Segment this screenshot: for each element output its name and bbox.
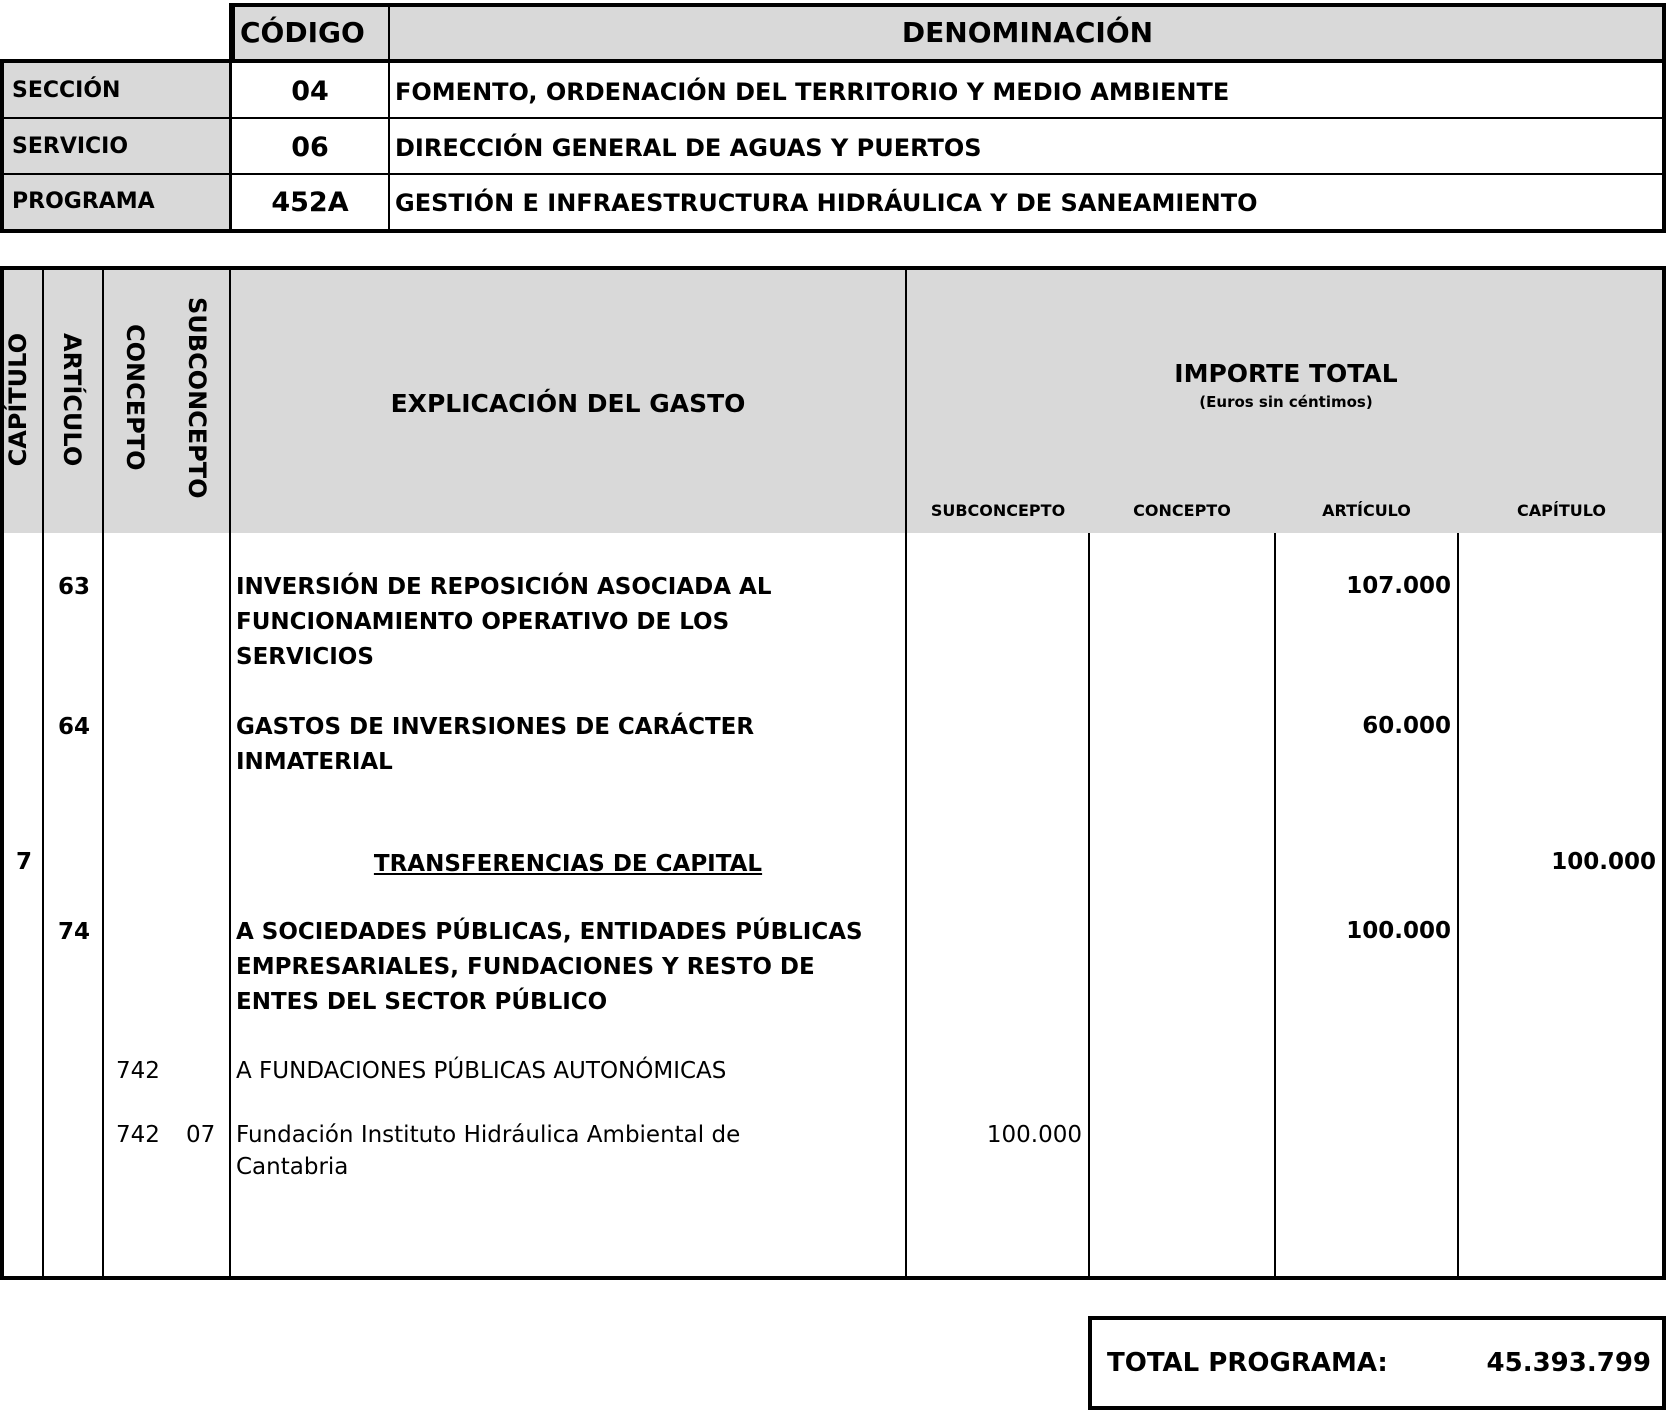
row-text: A SOCIEDADES PÚBLICAS, ENTIDADES PÚBLICAS EMPRESARIALES, FUNDACIONES Y RESTO DE ENTES DEL SECTOR PÚBLICO — [236, 919, 863, 1015]
articulo-code: 64 — [58, 714, 91, 740]
articulo-code: 74 — [58, 919, 91, 945]
subheader-subconcepto: SUBCONCEPTO — [930, 501, 1066, 520]
row-name: FOMENTO, ORDENACIÓN DEL TERRITORIO Y MEDIO AMBIENTE — [395, 78, 1230, 106]
subheader-concepto: CONCEPTO — [1133, 501, 1231, 520]
row-text: GASTOS DE INVERSIONES DE CARÁCTER INMATERIAL — [236, 714, 755, 775]
importe-subconcepto: 100.000 — [986, 1122, 1082, 1148]
row-name: DIRECCIÓN GENERAL DE AGUAS Y PUERTOS — [395, 134, 982, 162]
row-code: 06 — [291, 132, 329, 163]
capitulo-code: 7 — [16, 849, 33, 875]
col-denominacion: DENOMINACIÓN — [901, 16, 1154, 49]
importe-articulo: 60.000 — [1362, 713, 1451, 739]
subheader-articulo: ARTÍCULO — [1322, 501, 1411, 520]
total-label: TOTAL PROGRAMA: — [1107, 1348, 1388, 1378]
row-label: PROGRAMA — [12, 189, 155, 214]
concepto-code: 742 — [116, 1122, 160, 1148]
header-concepto: CONCEPTO — [121, 324, 149, 471]
header-importe: IMPORTE TOTAL — [1174, 359, 1398, 388]
importe-articulo: 100.000 — [1346, 918, 1451, 944]
row-name: GESTIÓN E INFRAESTRUCTURA HIDRÁULICA Y DE SANEAMIENTO — [395, 189, 1258, 217]
row-text: INVERSIÓN DE REPOSICIÓN ASOCIADA AL FUNCIONAMIENTO OPERATIVO DE LOS SERVICIOS — [236, 574, 772, 670]
importe-articulo: 107.000 — [1346, 573, 1451, 599]
header-explicacion: EXPLICACIÓN DEL GASTO — [390, 389, 746, 418]
concepto-code: 742 — [116, 1058, 160, 1084]
col-codigo: CÓDIGO — [240, 16, 365, 49]
header-subconcepto: SUBCONCEPTO — [183, 297, 211, 499]
row-code: 04 — [291, 76, 329, 107]
row-label: SECCIÓN — [12, 78, 121, 103]
importe-capitulo: 100.000 — [1551, 849, 1656, 875]
header-importe-sub: (Euros sin céntimos) — [1199, 393, 1373, 411]
header-articulo: ARTÍCULO — [58, 333, 86, 467]
subconcepto-code: 07 — [186, 1122, 216, 1148]
row-label: SERVICIO — [12, 134, 129, 159]
articulo-code: 63 — [58, 574, 91, 600]
row-code: 452A — [271, 187, 349, 218]
subheader-capitulo: CAPÍTULO — [1517, 501, 1606, 520]
capitulo-title: TRANSFERENCIAS DE CAPITAL — [373, 851, 763, 877]
row-text: Fundación Instituto Hidráulica Ambiental de Cantabria — [236, 1122, 741, 1180]
row-text: A FUNDACIONES PÚBLICAS AUTONÓMICAS — [236, 1058, 727, 1084]
total-value: 45.393.799 — [1486, 1348, 1651, 1378]
header-capitulo: CAPÍTULO — [4, 333, 32, 467]
